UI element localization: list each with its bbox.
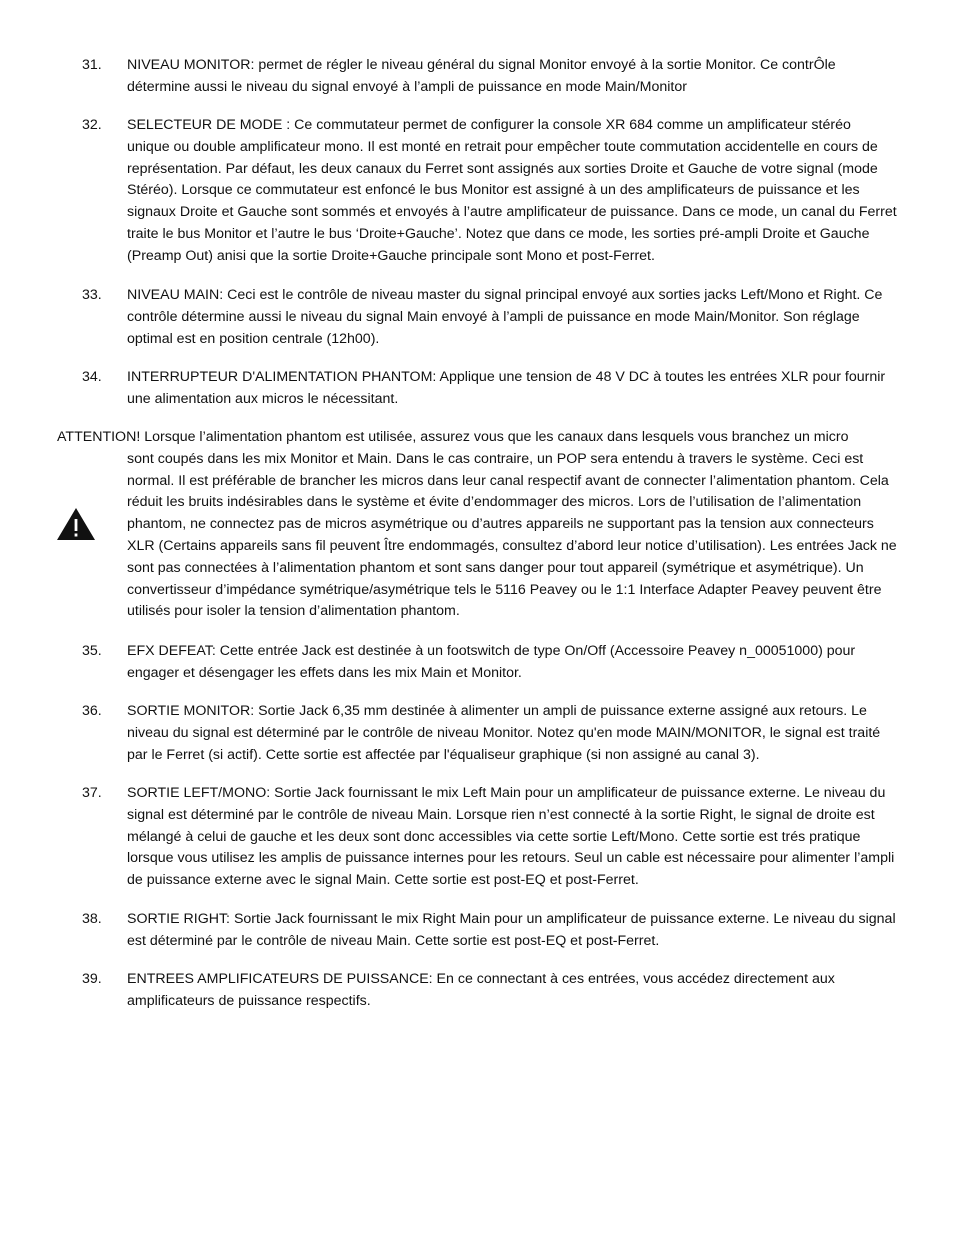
item-text: INTERRUPTEUR D'ALIMENTATION PHANTOM: Applique une tension de 48 V DC à toutes les entrées XLR pour fournir une alimentation aux micros le nécessitant. [127, 369, 886, 407]
item-text: ENTREES AMPLIFICATEURS DE PUISSANCE: En ce connectant à ces entrées, vous accédez directement aux amplificateurs de puissance respectifs. [127, 971, 835, 1009]
item-text: SORTIE LEFT/MONO: Sortie Jack fournissant le mix Left Main pour un amplificateur de puissance externe. Le niveau du signal est déterminé par le contrôle de niveau Main. Lorsque rien n’est connecté à la sortie Right, le signal de droite est mélangé à celui de gauche et les deux sont donc accessibles via cette sortie Left/Mono. Cette sortie est trés pratique lorsque vous utilisez les amplis de puissance internes pour les retours. Seul un cable est nécessaire pour alimenter l’ampli de puissance externe avec le signal Main. Cette sortie est post-EQ et post-Ferret. [127, 785, 895, 889]
warning-triangle-icon [56, 507, 96, 541]
item-number: 38. [82, 911, 102, 927]
item-text: EFX DEFEAT: Cette entrée Jack est destinée à un footswitch de type On/Off (Accessoire Peavey n_00051000) pour engager et désengager les effets dans les mix Main et Monitor. [127, 643, 856, 681]
item-text: NIVEAU MONITOR: permet de régler le niveau général du signal Monitor envoyé à la sortie Monitor. Ce contrÔle détermine aussi le niveau du signal envoyé à l’ampli de puissance en mode Main/Monitor [127, 57, 836, 95]
item-text: SORTIE RIGHT: Sortie Jack fournissant le mix Right Main pour un amplificateur de puissance externe. Le niveau du signal est déterminé par le contrôle de niveau Main. Cette sortie est post-EQ et post-Ferret. [127, 911, 896, 949]
attention-text: sont coupés dans les mix Monitor et Main. Dans le cas contraire, un POP sera entendu à travers le système. Ceci est normal. Il est préférable de brancher les micros dans leur canal respectif avant de connecter l’alimentation phantom. Cela réduit les bruits indésirables dans le système et évite d’endommager des micros. Lors de l’utilisation de l’alimentation phantom, ne connectez pas de micros asymétrique ou d’autres appareils ne supportant pas la tension aux connecteurs XLR (Certains appareils sans fil peuvent Ître endommagés, consultez d’abord leur notice d’utilisation). Les entrées Jack ne sont pas connectées à l’alimentation phantom et sont sans danger pour tout appareil (symétrique et asymétrique). Un convertisseur d’impédance symétrique/asymétrique tels le 5116 Peavey ou le 1:1 Interface Adapter Peavey peuvent être utilisés pour isoler la tension d’alimentation phantom. [127, 450, 897, 620]
item-number: 34. [82, 369, 102, 385]
item-number: 33. [82, 287, 102, 303]
item-number: 31. [82, 57, 102, 73]
item-number: 35. [82, 643, 102, 659]
attention-first-line: ATTENTION! Lorsque l’alimentation phantom est utilisée, assurez vous que les canaux dans lesquels vous branchez un micro [57, 429, 849, 445]
item-text: SORTIE MONITOR: Sortie Jack 6,35 mm destinée à alimenter un ampli de puissance externe assigné aux retours. Le niveau du signal est déterminé par le contrôle de niveau Monitor. Notez qu'en mode MAIN/MONITOR, le signal est traité par le Ferret (si actif). Cette sortie est affectée par l'équaliseur graphique (si non assigné au canal 3). [127, 703, 881, 763]
item-text: SELECTEUR DE MODE : Ce commutateur permet de configurer la console XR 684 comme un amplificateur stéréo unique ou double amplificateur mono. Il est monté en retrait pour empêcher toute commutation accidentelle en cours de représentation. Par défaut, les deux canaux du Ferret sont assignés aux sorties Droite et Gauche de votre signal (mode Stéréo). Lorsque ce commutateur est enfoncé le bus Monitor est assigné à un des amplificateurs de puissance et les signaux Droite et Gauche sont sommés et envoyés à l’autre amplificateur de puissance. Dans ce mode, un canal du Ferret traite le bus Monitor et l’autre le bus ‘Droite+Gauche’. Notez que dans ce mode, les sorties pré-ampli Droite et Gauche (Preamp Out) anisi que la sortie Droite+Gauche principale sont Mono et post-Ferret. [127, 117, 897, 264]
item-text: NIVEAU MAIN: Ceci est le contrôle de niveau master du signal principal envoyé aux sorties jacks Left/Mono et Right. Ce contrôle détermine aussi le niveau du signal Main envoyé à l’ampli de puissance en mode Main/Monitor. Son réglage optimal est en position centrale (12h00). [127, 287, 883, 347]
item-number: 36. [82, 703, 102, 719]
item-number: 39. [82, 971, 102, 987]
item-number: 37. [82, 785, 102, 801]
item-number: 32. [82, 117, 102, 133]
